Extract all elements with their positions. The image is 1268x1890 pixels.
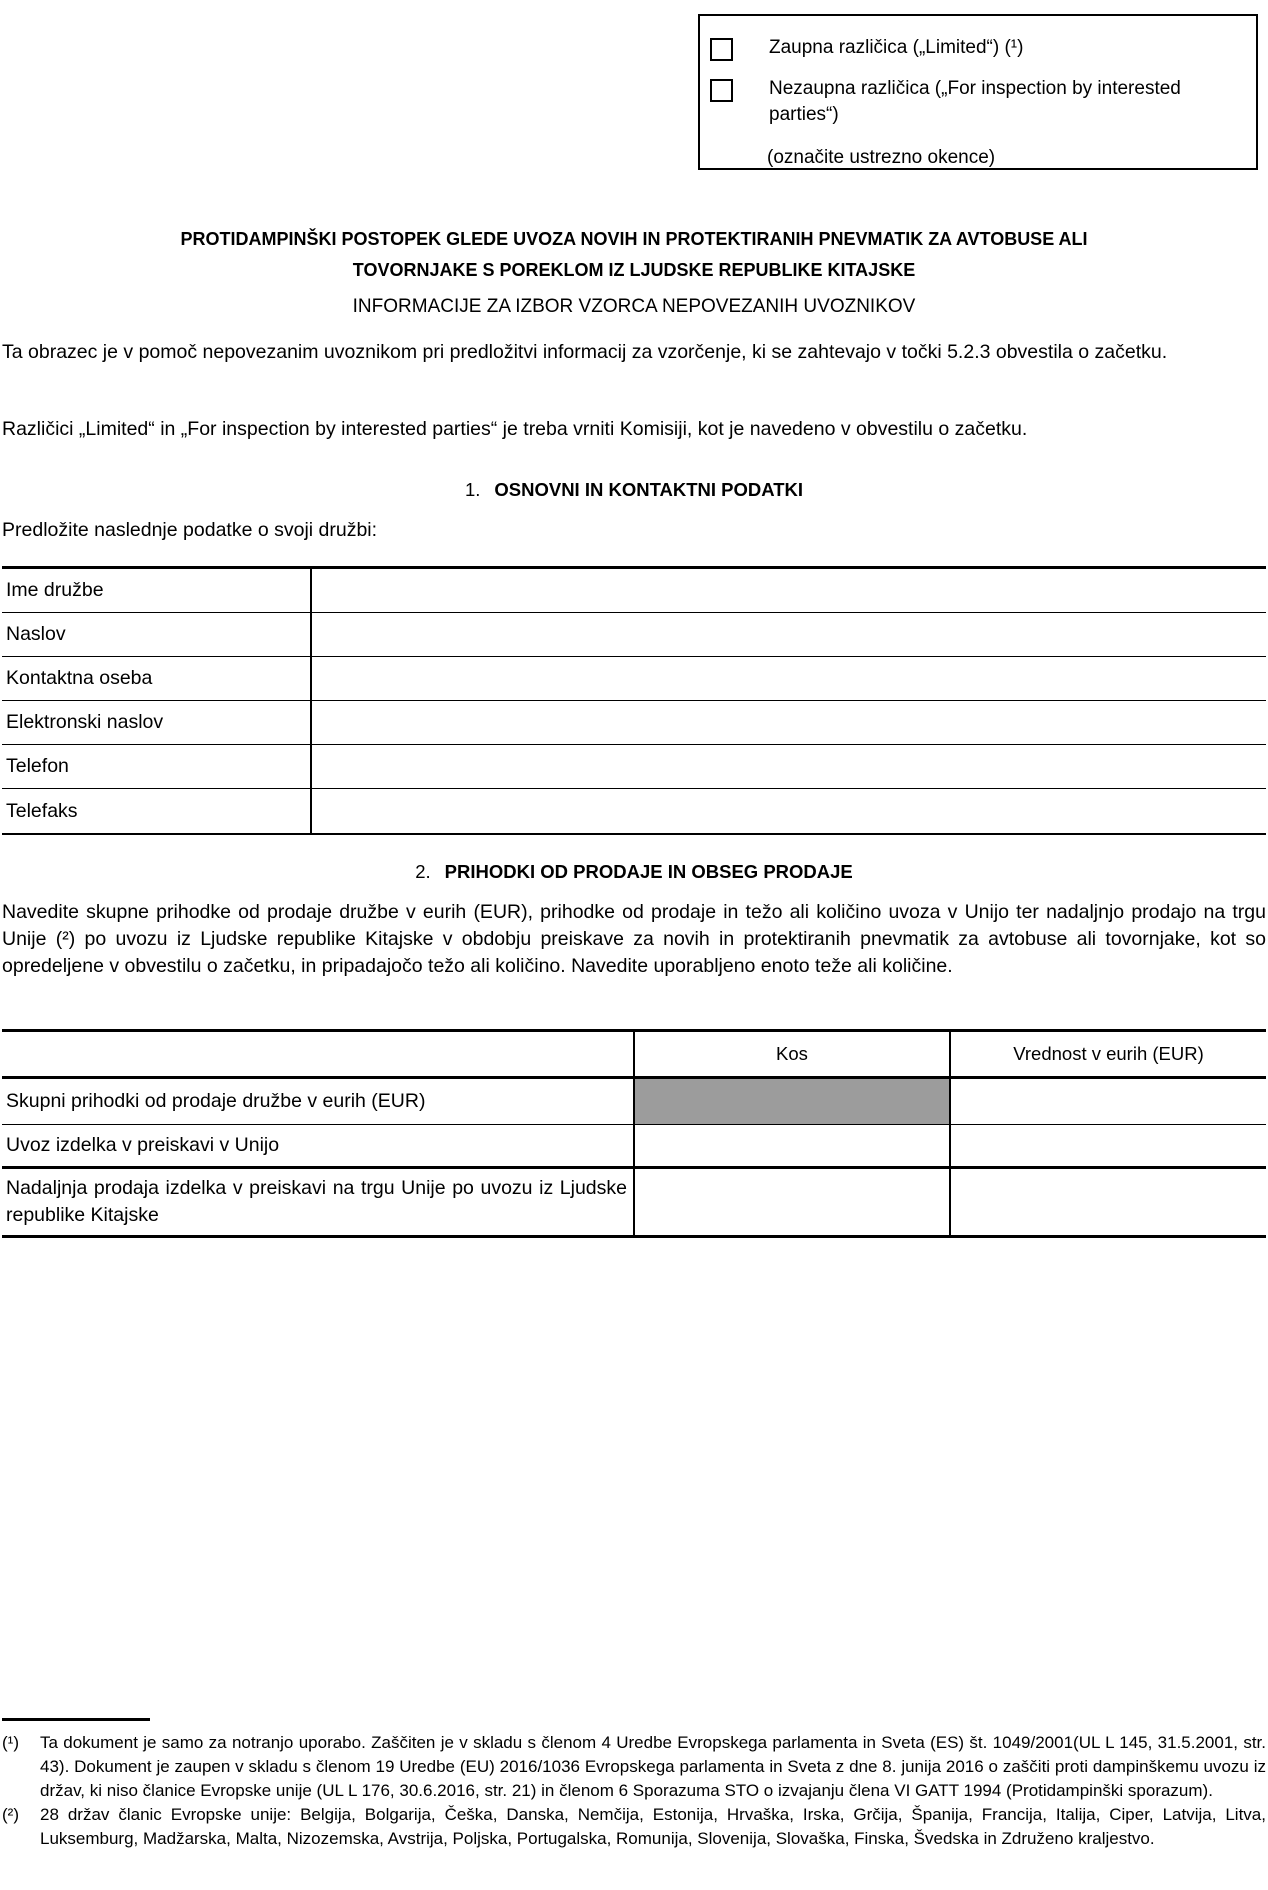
address-input-cell[interactable] — [312, 613, 1266, 656]
company-name-label: Ime družbe — [2, 569, 312, 612]
imports-value-input-cell[interactable] — [951, 1125, 1266, 1166]
fax-input-cell[interactable] — [312, 789, 1266, 833]
email-input-cell[interactable] — [312, 701, 1266, 744]
address-label: Naslov — [2, 613, 312, 656]
empty-header-cell — [2, 1032, 635, 1076]
resales-kos-input-cell[interactable] — [635, 1169, 951, 1235]
confidentiality-box — [698, 14, 1258, 170]
contact-details-table — [2, 566, 1266, 835]
footnotes — [2, 1718, 1266, 1851]
section2-instruction: Navedite skupne prihodke od prodaje družbe v eurih (EUR), prihodke od prodaje in težo ali količino uvoza v Unijo ter nadaljnjo prodajo na trgu Unije (²) po uvozu iz Ljudske republike Kitajske v obdobju preiskave za novih in protektiranih pnevmatik za avtobuse ali tovornjake, kot so opredeljene v obvestilu o začetku, in pripadajočo težo ali količino. Navedite uporabljeno enoto teže ali količine. — [2, 901, 1266, 977]
footnote-2 — [2, 1803, 1266, 1851]
table-row — [2, 701, 1266, 745]
section1-instruction: Predložite naslednje podatke o svoji družbi: — [2, 519, 378, 541]
total-turnover-value-input-cell[interactable] — [951, 1079, 1266, 1124]
turnover-table — [2, 1029, 1266, 1238]
contact-person-label: Kontaktna oseba — [2, 657, 312, 700]
contact-person-input-cell[interactable] — [312, 657, 1266, 700]
inspection-version-checkbox[interactable] — [710, 79, 733, 102]
footnote-1-text: Ta dokument je samo za notranjo uporabo. Zaščiten je v skladu s členom 4 Uredbe Evropskega parlamenta in Sveta (ES) št. 1049/2001(UL L 145, 31.5.2001, str. 43). Dokument je zaupen v skladu s členom 19 Uredbe (EU) 2016/1036 Evropskega parlamenta in Sveta z dne 8. junija 2016 o zaščiti proti dampinškemu uvozu iz držav, ki niso članice Evropske unije (UL L 176, 30.6.2016, str. 21) in členom 6 Sporazuma STO o izvajanju člena VI GATT 1994 (Protidampinški sporazum). — [40, 1733, 1266, 1800]
footnote-separator — [2, 1718, 150, 1721]
document-title — [2, 224, 1266, 286]
section2-heading — [2, 860, 1266, 884]
resales-value-input-cell[interactable] — [951, 1169, 1266, 1235]
value-column-header: Vrednost v eurih (EUR) — [1013, 1043, 1204, 1064]
fax-label: Telefaks — [2, 789, 312, 833]
phone-input-cell[interactable] — [312, 745, 1266, 788]
limited-version-label: Zaupna različica („Limited“) (¹) — [769, 37, 1024, 58]
document-subtitle: INFORMACIJE ZA IZBOR VZORCA NEPOVEZANIH UVOZNIKOV — [352, 296, 916, 317]
table-row — [2, 569, 1266, 613]
table-row — [2, 613, 1266, 657]
table-row — [2, 789, 1266, 833]
turnover-table-header — [2, 1032, 1266, 1079]
tick-box-note: (označite ustrezno okence) — [767, 147, 996, 168]
open-option-row — [710, 76, 1240, 128]
limited-version-checkbox[interactable] — [710, 38, 733, 61]
confidential-option-row — [710, 35, 1240, 61]
table-row — [2, 1079, 1266, 1125]
inspection-version-label: Nezaupna različica („For inspection by interested parties“) — [769, 78, 1181, 125]
intro-paragraph-1: Ta obrazec je v pomoč nepovezanim uvoznikom pri predložitvi informacij za vzorčenje, ki se zahtevajo v točki 5.2.3 obvestila o začetku. — [2, 341, 1168, 363]
table-row — [2, 745, 1266, 789]
section2-title: PRIHODKI OD PRODAJE IN OBSEG PRODAJE — [444, 861, 853, 882]
footnote-1 — [2, 1731, 1266, 1803]
footnote-2-marker: (²) — [2, 1805, 19, 1824]
email-label: Elektronski naslov — [2, 701, 312, 744]
company-name-input-cell[interactable] — [312, 569, 1266, 612]
footnote-2-text: 28 držav članic Evropske unije: Belgija, Bolgarija, Češka, Danska, Nemčija, Estonija, Hrvaška, Irska, Grčija, Španija, Francija, Italija, Ciper, Latvija, Litva, Luksemburg, Madžarska, Malta, Nizozemska, Avstrija, Poljska, Portugalska, Romunija, Slovenija, Slovaška, Finska, Švedska in Združeno kraljestvo. — [40, 1805, 1266, 1848]
table-row — [2, 1169, 1266, 1235]
section1-number: 1. — [464, 479, 481, 500]
footnote-1-marker: (¹) — [2, 1733, 19, 1752]
total-turnover-kos-shaded-cell — [635, 1079, 951, 1124]
intro-paragraph-2: Različici „Limited“ in „For inspection by interested parties“ je treba vrniti Komisiji, kot je navedeno v obvestilu o začetku. — [2, 418, 1028, 440]
table-row — [2, 657, 1266, 701]
imports-label: Uvoz izdelka v preiskavi v Unijo — [2, 1125, 635, 1166]
kos-column-header: Kos — [635, 1032, 951, 1076]
document-title-line2: TOVORNJAKE S POREKLOM IZ LJUDSKE REPUBLIKE KITAJSKE — [352, 260, 916, 280]
resales-label: Nadaljnja prodaja izdelka v preiskavi na trgu Unije po uvozu iz Ljudske republike Kitajske — [2, 1169, 635, 1235]
phone-label: Telefon — [2, 745, 312, 788]
section2-number: 2. — [415, 861, 431, 882]
document-title-line1: PROTIDAMPINŠKI POSTOPEK GLEDE UVOZA NOVIH IN PROTEKTIRANIH PNEVMATIK ZA AVTOBUSE ALI — [180, 229, 1088, 249]
total-turnover-label: Skupni prihodki od prodaje družbe v eurih (EUR) — [2, 1079, 635, 1124]
imports-kos-input-cell[interactable] — [635, 1125, 951, 1166]
table-row — [2, 1125, 1266, 1169]
section1-heading — [2, 478, 1266, 502]
section1-title: OSNOVNI IN KONTAKTNI PODATKI — [494, 479, 804, 500]
